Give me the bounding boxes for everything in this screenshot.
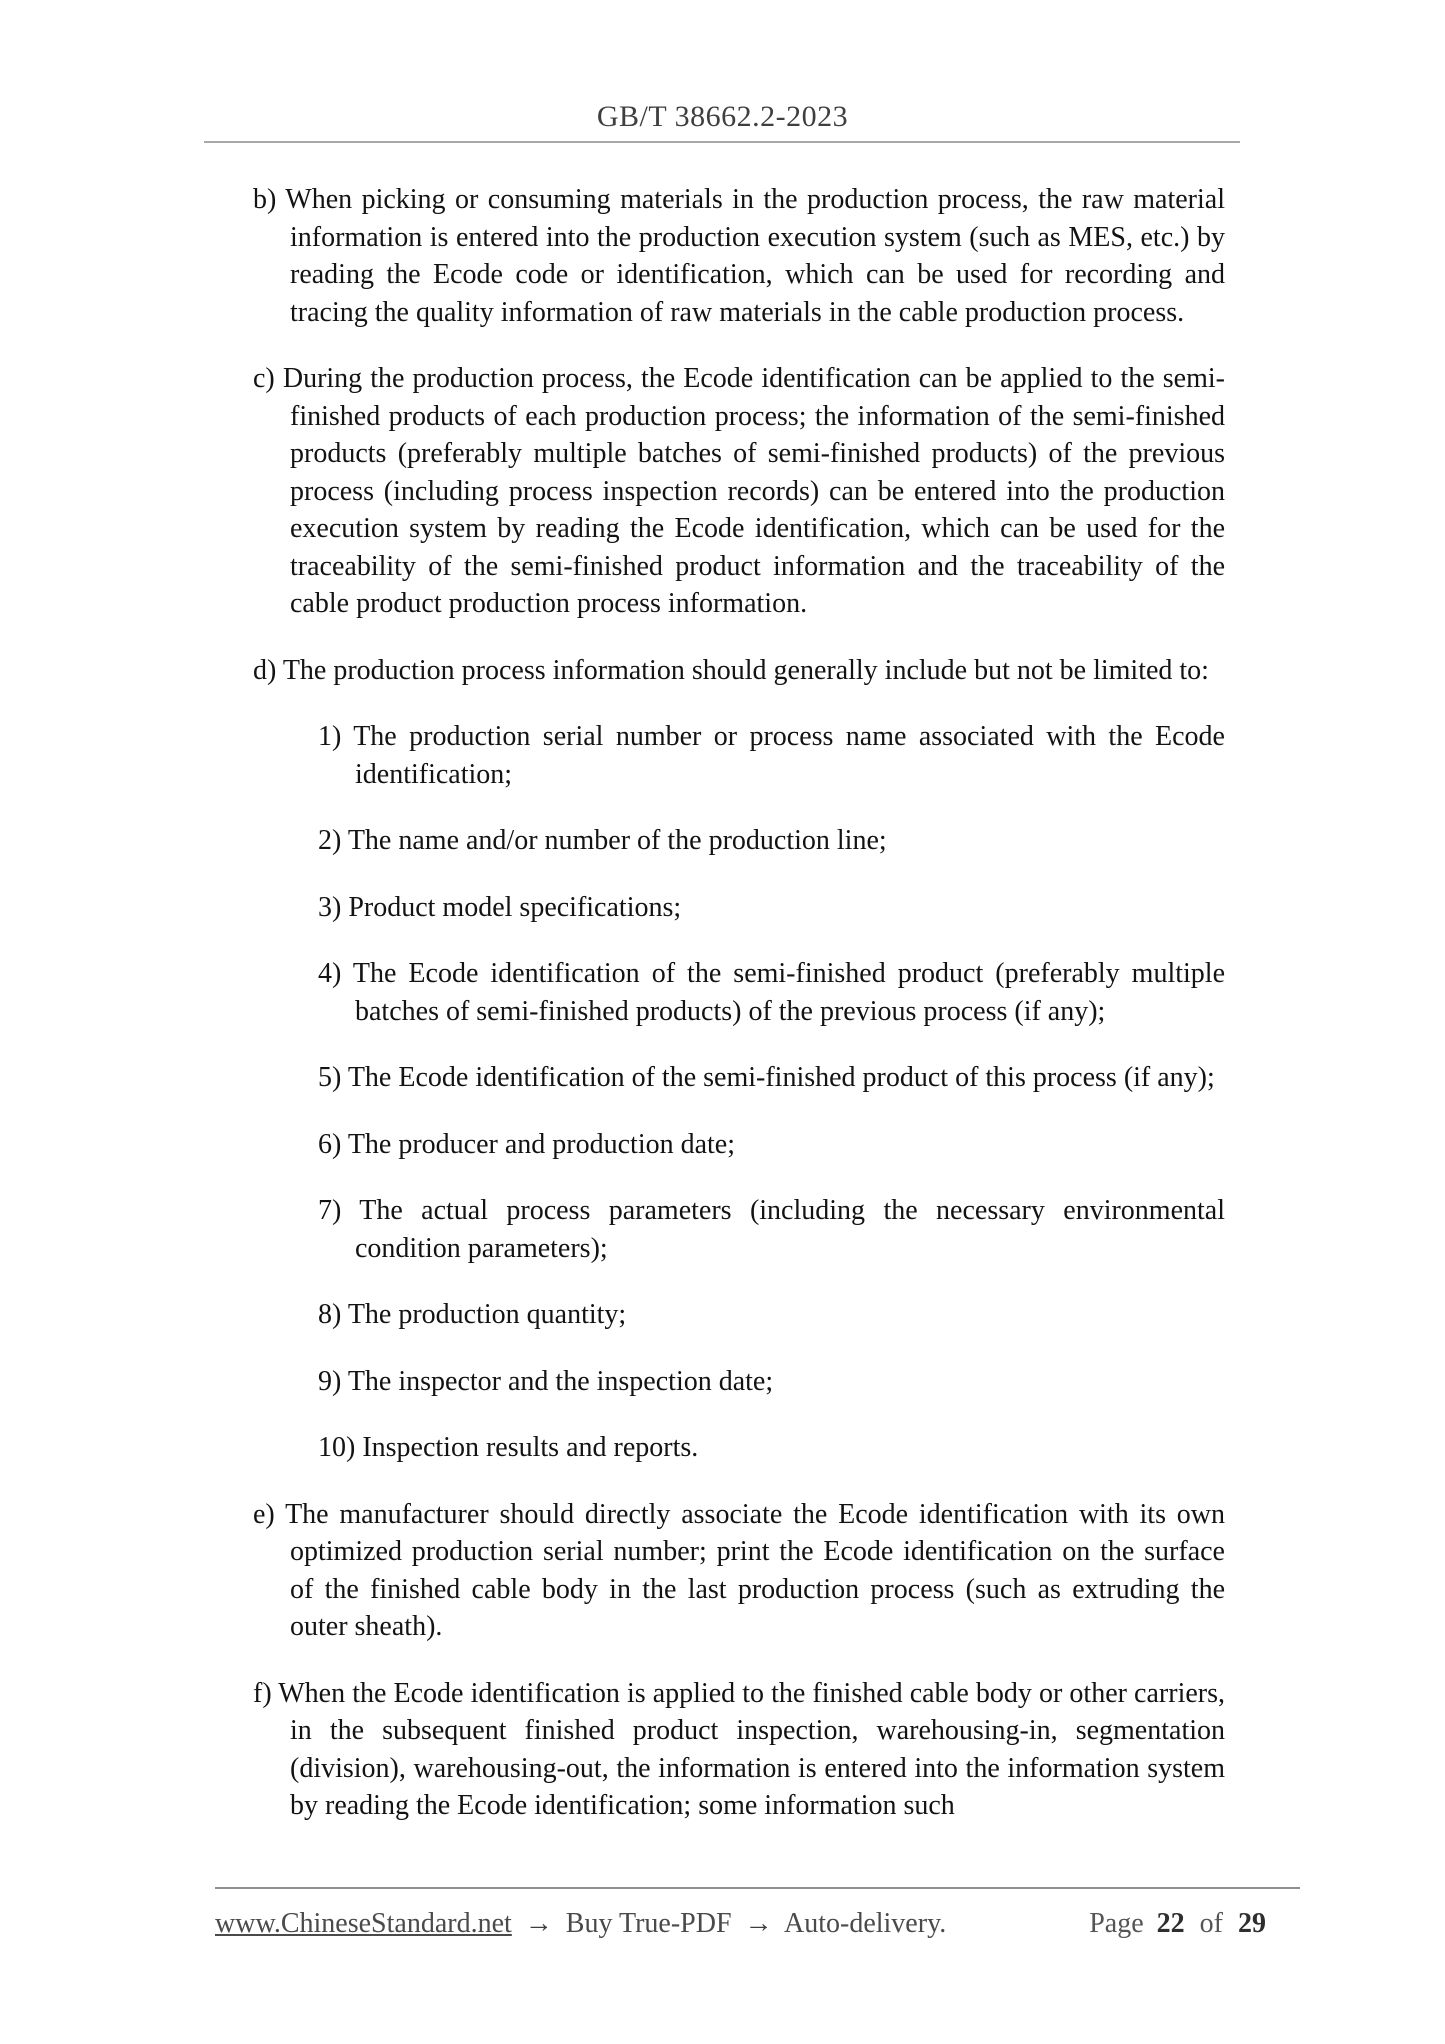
item-marker: 2) bbox=[318, 825, 348, 856]
item-marker: 6) bbox=[318, 1128, 348, 1160]
list-item-text: The inspector and the inspection date; bbox=[347, 1365, 774, 1397]
list-item-5 bbox=[253, 1059, 1225, 1097]
list-item-text: The name and/or number of the production line; bbox=[347, 825, 887, 856]
document-body bbox=[253, 181, 1225, 1854]
page-footer bbox=[215, 1908, 1300, 1940]
header-divider bbox=[204, 141, 1240, 143]
list-item-text: The production quantity; bbox=[347, 1299, 627, 1330]
list-item-7 bbox=[253, 1192, 1225, 1267]
list-item-8 bbox=[253, 1296, 1225, 1334]
item-marker: 5) bbox=[318, 1062, 348, 1093]
footer-promo bbox=[215, 1908, 946, 1940]
list-item-4 bbox=[253, 955, 1225, 1030]
item-marker: 1) bbox=[318, 721, 354, 752]
paragraph-text: When the Ecode identification is applied to the finished cable body or other carriers, in the subsequent finished product inspection, warehousing-in, segmentation (division), warehousing-out, the information is entered into the information system by reading the Ecode identification; some information such bbox=[278, 1677, 1225, 1821]
list-item-10 bbox=[253, 1429, 1225, 1467]
list-item-9 bbox=[253, 1363, 1225, 1401]
list-item-3 bbox=[253, 889, 1225, 927]
item-marker: 7) bbox=[318, 1195, 360, 1226]
item-marker: 10) bbox=[318, 1432, 363, 1463]
list-item-text: Inspection results and reports. bbox=[362, 1432, 699, 1463]
paragraph-e bbox=[253, 1496, 1225, 1646]
page-label: Page bbox=[1089, 1908, 1144, 1939]
list-item-text: The Ecode identification of the semi-finished product of this process (if any); bbox=[347, 1062, 1215, 1093]
paragraph-text: During the production process, the Ecode identification can be applied to the semi-finished products of each production process; the information of the semi-finished products (preferably multiple batches of semi-finished products) of the previous process (including process inspection records) can be entered into the production execution system by reading the Ecode identification, which can be used for the traceability of the semi-finished product information and the traceability of the cable product production process information. bbox=[282, 363, 1225, 619]
paragraph-c bbox=[253, 360, 1225, 623]
page-header-standard-number: GB/T 38662.2-2023 bbox=[596, 100, 849, 133]
list-item-text: The actual process parameters (including the necessary environmental condition parameters); bbox=[355, 1195, 1225, 1264]
list-item-2 bbox=[253, 822, 1225, 860]
paragraph-text: When picking or consuming materials in the production process, the raw material information is entered into the production execution system (such as MES, etc.) by reading the Ecode code or identification, which can be used for recording and tracing the quality information of raw materials in the cable production process. bbox=[285, 184, 1225, 328]
list-item-text: Product model specifications; bbox=[348, 891, 682, 923]
item-marker: c) bbox=[253, 363, 283, 394]
arrow-right-icon: → bbox=[744, 1908, 773, 1939]
list-item-6 bbox=[253, 1126, 1225, 1164]
current-page-number: 22 bbox=[1156, 1908, 1185, 1939]
list-item-text: The producer and production date; bbox=[347, 1128, 736, 1160]
footer-website-link[interactable]: www.ChineseStandard.net bbox=[215, 1908, 512, 1939]
total-page-number: 29 bbox=[1238, 1908, 1266, 1939]
item-marker: 9) bbox=[318, 1365, 348, 1397]
arrow-right-icon: → bbox=[524, 1908, 553, 1939]
item-marker: b) bbox=[253, 184, 286, 215]
paragraph-text: The manufacturer should directly associate the Ecode identification with its own optimized production serial number; print the Ecode identification on the surface of the finished cable body in the last production process (such as extruding the outer sheath). bbox=[285, 1498, 1226, 1642]
footer-divider bbox=[215, 1887, 1300, 1889]
paragraph-b bbox=[253, 181, 1225, 331]
footer-buy-text: Buy True-PDF bbox=[565, 1908, 732, 1939]
list-item-text: The production serial number or process name associated with the Ecode identification; bbox=[353, 721, 1225, 790]
footer-delivery-text: Auto-delivery. bbox=[784, 1908, 947, 1939]
list-item-text: The Ecode identification of the semi-finished product (preferably multiple batches of semi-finished products) of the previous process (if any); bbox=[352, 958, 1226, 1027]
list-item-1 bbox=[253, 718, 1225, 793]
item-marker: 8) bbox=[318, 1299, 348, 1330]
item-marker: 3) bbox=[318, 891, 349, 923]
item-marker: f) bbox=[253, 1677, 279, 1709]
item-marker: 4) bbox=[318, 958, 353, 989]
of-label: of bbox=[1199, 1908, 1223, 1939]
page-indicator bbox=[1089, 1908, 1300, 1940]
item-marker: e) bbox=[253, 1498, 286, 1530]
paragraph-f bbox=[253, 1675, 1225, 1825]
paragraph-d bbox=[253, 652, 1225, 690]
item-marker: d) bbox=[253, 654, 283, 686]
paragraph-text: The production process information should generally include but not be limited to: bbox=[282, 654, 1209, 686]
